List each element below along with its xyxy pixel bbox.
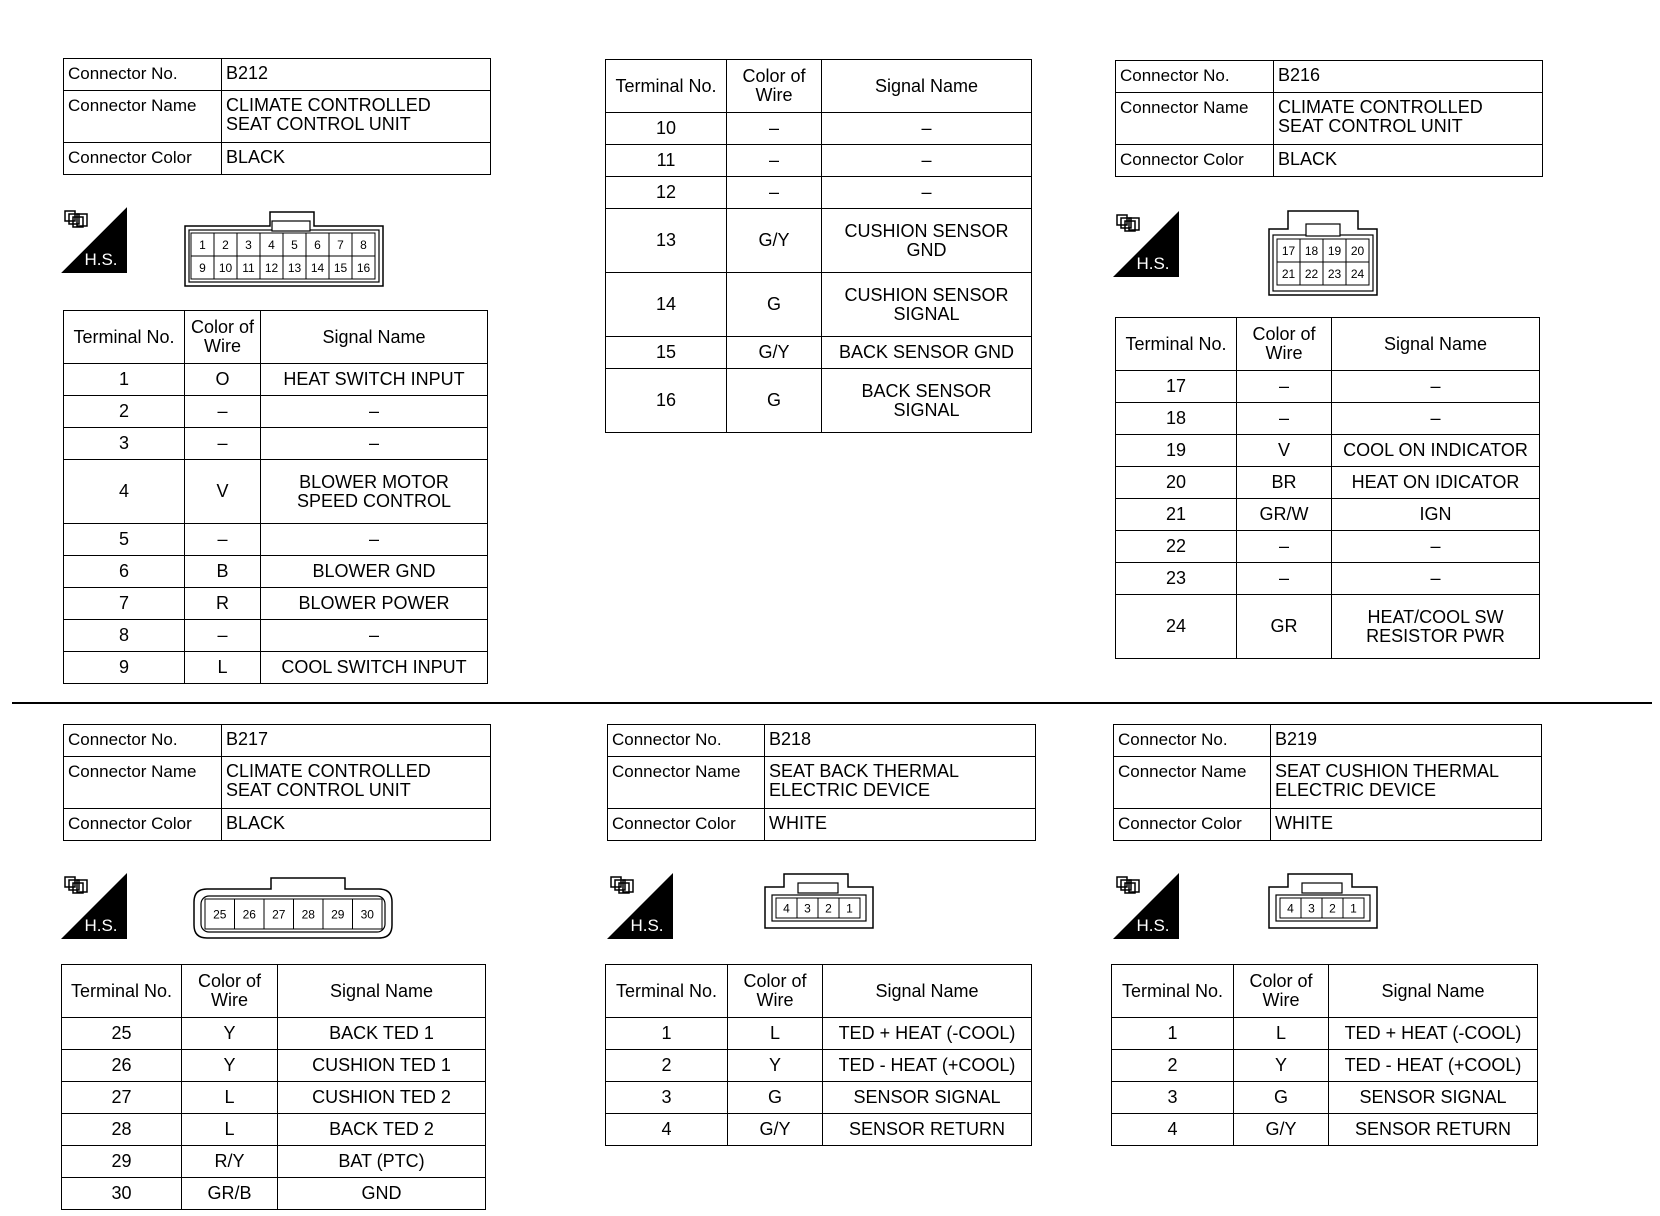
signal-name-cell: IGN — [1332, 499, 1540, 531]
wire-color-cell: – — [1237, 531, 1332, 563]
signal-name-cell: BAT (PTC) — [278, 1146, 486, 1178]
pin-number: 5 — [291, 238, 298, 252]
col-color-of-wire: Color of Wire — [728, 965, 823, 1018]
pin-number: 11 — [242, 261, 255, 275]
terminal-no-cell: 22 — [1116, 531, 1237, 563]
terminal-no-cell: 10 — [606, 113, 727, 145]
table-row — [64, 396, 488, 428]
col-terminal-no: Terminal No. — [62, 965, 182, 1018]
col-color-of-wire: Color of Wire — [1234, 965, 1329, 1018]
pin-number: 13 — [287, 261, 302, 275]
signal-name-cell: BACK TED 1 — [278, 1018, 486, 1050]
terminal-no-cell: 2 — [1112, 1050, 1234, 1082]
signal-name-cell: SENSOR RETURN — [823, 1114, 1032, 1146]
table-row — [606, 209, 1032, 273]
table-row — [1116, 467, 1540, 499]
pin-number: 4 — [268, 238, 275, 252]
table-row — [1116, 531, 1540, 563]
table-row — [1116, 563, 1540, 595]
wire-color-cell: – — [727, 113, 822, 145]
pin-number: 17 — [1281, 244, 1296, 258]
wire-color-cell: V — [1237, 435, 1332, 467]
pin-number: 20 — [1350, 244, 1365, 258]
signal-name-cell: – — [261, 396, 488, 428]
table-row — [64, 364, 488, 396]
wire-color-cell: L — [185, 652, 261, 684]
label-connector-color: Connector Color — [64, 809, 222, 841]
terminal-table-b219 — [1111, 964, 1538, 1146]
terminal-no-cell: 3 — [1112, 1082, 1234, 1114]
col-color-of-wire: Color of Wire — [185, 311, 261, 364]
terminal-no-cell: 7 — [64, 588, 185, 620]
connector-color-value: BLACK — [222, 143, 491, 175]
wire-color-cell: – — [185, 620, 261, 652]
table-row — [62, 1178, 486, 1210]
signal-name-cell: CUSHION SENSOR SIGNAL — [822, 273, 1032, 337]
wire-color-cell: Y — [1234, 1050, 1329, 1082]
wire-color-cell: L — [182, 1082, 278, 1114]
terminal-no-cell: 11 — [606, 145, 727, 177]
pin-number: 1 — [1350, 901, 1357, 916]
connector-name-value: CLIMATE CONTROLLED SEAT CONTROL UNIT — [222, 757, 491, 809]
terminal-no-cell: 25 — [62, 1018, 182, 1050]
wire-color-cell: G — [728, 1082, 823, 1114]
connector-color-value: WHITE — [1271, 809, 1542, 841]
label-connector-name: Connector Name — [1114, 757, 1271, 809]
pin-number: 25 — [213, 907, 227, 922]
terminal-no-cell: 15 — [606, 337, 727, 369]
wire-color-cell: – — [185, 428, 261, 460]
table-row — [64, 428, 488, 460]
wire-color-cell: – — [1237, 403, 1332, 435]
terminal-no-cell: 20 — [1116, 467, 1237, 499]
wire-color-cell: L — [1234, 1018, 1329, 1050]
signal-name-cell: CUSHION SENSOR GND — [822, 209, 1032, 273]
signal-name-cell: TED + HEAT (-COOL) — [1329, 1018, 1538, 1050]
connector-face-b217 — [193, 877, 393, 939]
connector-name-value: CLIMATE CONTROLLED SEAT CONTROL UNIT — [222, 91, 491, 143]
table-row — [606, 1082, 1032, 1114]
wire-color-cell: GR/B — [182, 1178, 278, 1210]
table-row — [606, 369, 1032, 433]
wire-color-cell: B — [185, 556, 261, 588]
signal-name-cell: BACK SENSOR GND — [822, 337, 1032, 369]
col-signal-name: Signal Name — [1332, 318, 1540, 371]
connector-no-value: B217 — [222, 725, 491, 757]
connector-name-value: SEAT CUSHION THERMAL ELECTRIC DEVICE — [1271, 757, 1542, 809]
connector-header-b217 — [63, 724, 491, 841]
signal-name-cell: COOL SWITCH INPUT — [261, 652, 488, 684]
label-connector-no: Connector No. — [64, 725, 222, 757]
terminal-no-cell: 26 — [62, 1050, 182, 1082]
table-row — [62, 1146, 486, 1178]
wire-color-cell: G/Y — [727, 337, 822, 369]
wire-color-cell: O — [185, 364, 261, 396]
pin-number: 15 — [333, 261, 348, 275]
signal-name-cell: – — [1332, 371, 1540, 403]
table-row — [606, 1050, 1032, 1082]
wire-color-cell: Y — [182, 1018, 278, 1050]
pin-number: 3 — [1308, 901, 1315, 916]
pin-number: 8 — [360, 238, 367, 252]
col-signal-name: Signal Name — [823, 965, 1032, 1018]
signal-name-cell: CUSHION TED 1 — [278, 1050, 486, 1082]
col-signal-name: Signal Name — [261, 311, 488, 364]
connector-color-value: BLACK — [1274, 145, 1543, 177]
table-row — [1116, 499, 1540, 531]
wire-color-cell: Y — [182, 1050, 278, 1082]
table-row — [606, 337, 1032, 369]
terminal-no-cell: 17 — [1116, 371, 1237, 403]
table-row — [64, 556, 488, 588]
pin-number: 3 — [245, 238, 252, 252]
wire-color-cell: L — [182, 1114, 278, 1146]
wire-color-cell: G — [1234, 1082, 1329, 1114]
terminal-no-cell: 9 — [64, 652, 185, 684]
connector-header-b219 — [1113, 724, 1542, 841]
signal-name-cell: – — [822, 113, 1032, 145]
label-connector-no: Connector No. — [608, 725, 765, 757]
table-row — [64, 524, 488, 556]
terminal-no-cell: 19 — [1116, 435, 1237, 467]
terminal-no-cell: 27 — [62, 1082, 182, 1114]
signal-name-cell: – — [261, 428, 488, 460]
connector-header-b218 — [607, 724, 1036, 841]
signal-name-cell: TED - HEAT (+COOL) — [823, 1050, 1032, 1082]
pin-number: 14 — [310, 261, 325, 275]
wire-color-cell: R — [185, 588, 261, 620]
terminal-no-cell: 3 — [64, 428, 185, 460]
connector-no-value: B218 — [765, 725, 1036, 757]
pin-number: 1 — [846, 901, 853, 916]
terminal-no-cell: 29 — [62, 1146, 182, 1178]
table-row — [62, 1018, 486, 1050]
table-row — [1112, 1050, 1538, 1082]
table-row — [606, 113, 1032, 145]
signal-name-cell: BLOWER GND — [261, 556, 488, 588]
terminal-no-cell: 21 — [1116, 499, 1237, 531]
terminal-no-cell: 13 — [606, 209, 727, 273]
signal-name-cell: TED + HEAT (-COOL) — [823, 1018, 1032, 1050]
signal-name-cell: BACK SENSOR SIGNAL — [822, 369, 1032, 433]
hs-label: H.S. — [630, 916, 664, 935]
signal-name-cell: – — [1332, 403, 1540, 435]
harness-side-icon — [1113, 873, 1179, 939]
connector-name-value: SEAT BACK THERMAL ELECTRIC DEVICE — [765, 757, 1036, 809]
wire-color-cell: – — [727, 177, 822, 209]
col-terminal-no: Terminal No. — [1116, 318, 1237, 371]
connector-name-value: CLIMATE CONTROLLED SEAT CONTROL UNIT — [1274, 93, 1543, 145]
signal-name-cell: – — [261, 620, 488, 652]
terminal-table-b212 — [63, 310, 488, 684]
table-row — [62, 1082, 486, 1114]
col-signal-name: Signal Name — [278, 965, 486, 1018]
col-color-of-wire: Color of Wire — [1237, 318, 1332, 371]
connector-no-value: B212 — [222, 59, 491, 91]
wire-color-cell: GR — [1237, 595, 1332, 659]
col-terminal-no: Terminal No. — [1112, 965, 1234, 1018]
terminal-no-cell: 30 — [62, 1178, 182, 1210]
signal-name-cell: HEAT ON IDICATOR — [1332, 467, 1540, 499]
label-connector-color: Connector Color — [64, 143, 222, 175]
label-connector-no: Connector No. — [64, 59, 222, 91]
section-divider — [12, 702, 1652, 704]
terminal-no-cell: 14 — [606, 273, 727, 337]
signal-name-cell: – — [1332, 531, 1540, 563]
wire-color-cell: G/Y — [1234, 1114, 1329, 1146]
connector-color-value: BLACK — [222, 809, 491, 841]
label-connector-color: Connector Color — [608, 809, 765, 841]
pin-number: 12 — [264, 261, 279, 275]
terminal-no-cell: 2 — [64, 396, 185, 428]
pin-number: 28 — [301, 907, 315, 922]
col-terminal-no: Terminal No. — [606, 965, 728, 1018]
table-row — [606, 1018, 1032, 1050]
signal-name-cell: BLOWER MOTOR SPEED CONTROL — [261, 460, 488, 524]
signal-name-cell: – — [822, 177, 1032, 209]
signal-name-cell: – — [822, 145, 1032, 177]
signal-name-cell: TED - HEAT (+COOL) — [1329, 1050, 1538, 1082]
connector-no-value: B219 — [1271, 725, 1542, 757]
pin-number: 23 — [1327, 267, 1342, 281]
pin-number: 2 — [825, 901, 832, 916]
table-row — [1116, 435, 1540, 467]
pin-number: 2 — [1329, 901, 1336, 916]
signal-name-cell: HEAT SWITCH INPUT — [261, 364, 488, 396]
signal-name-cell: SENSOR RETURN — [1329, 1114, 1538, 1146]
wire-color-cell: Y — [728, 1050, 823, 1082]
table-row — [62, 1114, 486, 1146]
terminal-no-cell: 4 — [64, 460, 185, 524]
terminal-no-cell: 24 — [1116, 595, 1237, 659]
pin-number: 22 — [1304, 267, 1319, 281]
terminal-no-cell: 1 — [606, 1018, 728, 1050]
terminal-table-b218 — [605, 964, 1032, 1146]
pin-number: 7 — [337, 238, 344, 252]
pin-number: 4 — [1287, 901, 1294, 916]
terminal-no-cell: 6 — [64, 556, 185, 588]
terminal-no-cell: 28 — [62, 1114, 182, 1146]
wire-color-cell: R/Y — [182, 1146, 278, 1178]
terminal-table-b212-continued — [605, 59, 1032, 433]
col-signal-name: Signal Name — [1329, 965, 1538, 1018]
signal-name-cell: BACK TED 2 — [278, 1114, 486, 1146]
terminal-no-cell: 4 — [1112, 1114, 1234, 1146]
connector-header-b212 — [63, 58, 491, 175]
label-connector-name: Connector Name — [64, 91, 222, 143]
wire-color-cell: V — [185, 460, 261, 524]
terminal-no-cell: 5 — [64, 524, 185, 556]
pin-number: 16 — [356, 261, 371, 275]
table-row — [1112, 1018, 1538, 1050]
table-row — [1112, 1114, 1538, 1146]
col-color-of-wire: Color of Wire — [182, 965, 278, 1018]
terminal-no-cell: 18 — [1116, 403, 1237, 435]
signal-name-cell: SENSOR SIGNAL — [823, 1082, 1032, 1114]
col-signal-name: Signal Name — [822, 60, 1032, 113]
wire-color-cell: G/Y — [728, 1114, 823, 1146]
pin-number: 1 — [199, 238, 206, 252]
harness-side-icon — [607, 873, 673, 939]
pin-number: 6 — [314, 238, 321, 252]
pin-number: 24 — [1350, 267, 1365, 281]
wire-color-cell: – — [185, 524, 261, 556]
wire-color-cell: – — [185, 396, 261, 428]
label-connector-no: Connector No. — [1114, 725, 1271, 757]
pin-number: 30 — [360, 907, 374, 922]
connector-color-value: WHITE — [765, 809, 1036, 841]
label-connector-color: Connector Color — [1116, 145, 1274, 177]
connector-face-b218 — [764, 873, 874, 929]
pin-number: 10 — [218, 261, 233, 275]
terminal-no-cell: 2 — [606, 1050, 728, 1082]
signal-name-cell: SENSOR SIGNAL — [1329, 1082, 1538, 1114]
wire-color-cell: – — [727, 145, 822, 177]
signal-name-cell: HEAT/COOL SW RESISTOR PWR — [1332, 595, 1540, 659]
connector-no-value: B216 — [1274, 61, 1543, 93]
wire-color-cell: G — [727, 273, 822, 337]
terminal-no-cell: 4 — [606, 1114, 728, 1146]
col-terminal-no: Terminal No. — [606, 60, 727, 113]
harness-side-icon — [1113, 211, 1179, 277]
wire-color-cell: G/Y — [727, 209, 822, 273]
pin-number: 21 — [1281, 267, 1296, 281]
terminal-no-cell: 12 — [606, 177, 727, 209]
pin-number: 9 — [199, 261, 206, 275]
pin-number: 27 — [272, 907, 286, 922]
table-row — [64, 652, 488, 684]
wire-color-cell: G — [727, 369, 822, 433]
hs-label: H.S. — [84, 916, 118, 935]
terminal-no-cell: 16 — [606, 369, 727, 433]
terminal-table-b217 — [61, 964, 486, 1210]
signal-name-cell: – — [1332, 563, 1540, 595]
col-color-of-wire: Color of Wire — [727, 60, 822, 113]
table-row — [1112, 1082, 1538, 1114]
col-terminal-no: Terminal No. — [64, 311, 185, 364]
hs-label: H.S. — [1136, 254, 1170, 273]
wire-color-cell: L — [728, 1018, 823, 1050]
hs-label: H.S. — [84, 250, 118, 269]
connector-face-b212 — [184, 209, 384, 287]
connector-face-b216 — [1268, 210, 1378, 296]
table-row — [1116, 371, 1540, 403]
wire-color-cell: BR — [1237, 467, 1332, 499]
terminal-no-cell: 3 — [606, 1082, 728, 1114]
hs-label: H.S. — [1136, 916, 1170, 935]
terminal-no-cell: 8 — [64, 620, 185, 652]
terminal-table-b216 — [1115, 317, 1540, 659]
terminal-no-cell: 1 — [64, 364, 185, 396]
label-connector-no: Connector No. — [1116, 61, 1274, 93]
signal-name-cell: GND — [278, 1178, 486, 1210]
wire-color-cell: – — [1237, 371, 1332, 403]
terminal-no-cell: 1 — [1112, 1018, 1234, 1050]
connector-face-b219 — [1268, 873, 1378, 929]
table-row — [606, 145, 1032, 177]
label-connector-color: Connector Color — [1114, 809, 1271, 841]
table-row — [64, 460, 488, 524]
terminal-no-cell: 23 — [1116, 563, 1237, 595]
pin-number: 26 — [242, 907, 256, 922]
harness-side-icon — [61, 873, 127, 939]
table-row — [606, 177, 1032, 209]
pin-number: 19 — [1327, 244, 1342, 258]
table-row — [606, 273, 1032, 337]
signal-name-cell: CUSHION TED 2 — [278, 1082, 486, 1114]
table-row — [62, 1050, 486, 1082]
table-row — [64, 620, 488, 652]
table-row — [64, 588, 488, 620]
pin-number: 4 — [783, 901, 790, 916]
table-row — [606, 1114, 1032, 1146]
wire-color-cell: – — [1237, 563, 1332, 595]
signal-name-cell: – — [261, 524, 488, 556]
pin-number: 2 — [222, 238, 229, 252]
pin-number: 18 — [1304, 244, 1319, 258]
label-connector-name: Connector Name — [64, 757, 222, 809]
label-connector-name: Connector Name — [1116, 93, 1274, 145]
pin-number: 29 — [331, 907, 345, 922]
signal-name-cell: COOL ON INDICATOR — [1332, 435, 1540, 467]
table-row — [1116, 403, 1540, 435]
signal-name-cell: BLOWER POWER — [261, 588, 488, 620]
harness-side-icon — [61, 207, 127, 273]
pin-number: 3 — [804, 901, 811, 916]
table-row — [1116, 595, 1540, 659]
connector-header-b216 — [1115, 60, 1543, 177]
label-connector-name: Connector Name — [608, 757, 765, 809]
wire-color-cell: GR/W — [1237, 499, 1332, 531]
